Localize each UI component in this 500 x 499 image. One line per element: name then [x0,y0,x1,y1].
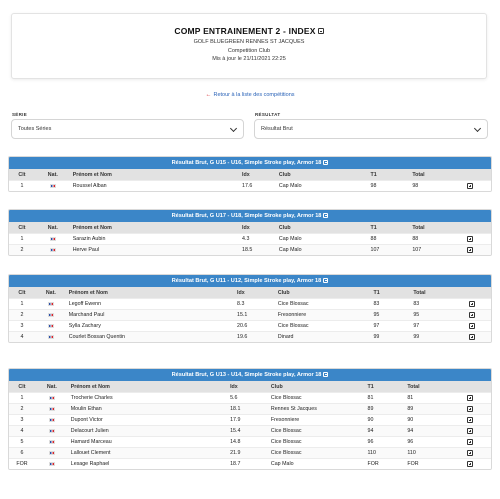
expand-plus-icon[interactable] [467,183,473,189]
table-row[interactable] [9,244,491,255]
cell-club: Cice Blossac [270,428,302,434]
cell-clt: 5 [20,439,24,445]
results-table [8,274,492,343]
cell-clt: 1 [20,395,24,401]
resultat-selected-value: Résultat Brut [261,126,293,132]
cell-club: Cap Malo [270,461,294,467]
cell-t1: 83 [373,301,380,307]
results-table [8,368,492,470]
table-title-text: Résultat Brut, G U13 - U14, Simple Stroke play, Armor 18 [171,372,322,378]
cell-total: 88 [412,236,419,242]
cell-t1: 99 [373,334,380,340]
cell-club: Cap Malo [278,236,302,242]
cell-total: 90 [407,417,414,423]
table-header-row [9,169,491,180]
nationality-cell [35,395,69,401]
france-flag-icon [49,418,55,422]
cell-name: Lallouet Clement [70,450,111,456]
resultat-label: RÉSULTAT [255,112,281,117]
expand-detail-cell [452,323,491,329]
column-header-idx[interactable]: Idx [230,383,238,390]
back-link-label: Retour à la liste des compétitions [213,92,295,98]
column-header-total[interactable]: Total [412,224,425,231]
cell-club: Cice Blossac [277,301,309,307]
nationality-cell [35,334,67,340]
table-title-text: Résultat Brut, G U15 - U16, Simple Stroke play, Armor 18 [171,160,322,166]
column-header-name[interactable]: Prénom et Nom [70,383,110,390]
cell-idx: 20.6 [237,323,248,329]
nationality-cell [35,312,67,318]
table-header-row [9,222,491,233]
column-header-total[interactable]: Total [413,289,426,296]
chevron-down-icon [474,125,481,132]
table-row[interactable] [9,320,491,331]
cell-name: Herve Paul [72,247,99,253]
nationality-cell [35,450,69,456]
nationality-cell [35,247,71,253]
results-table [8,209,492,256]
cell-clt: 3 [20,323,24,329]
column-header-club[interactable]: Club [277,289,290,296]
cell-total: FOR [407,461,419,467]
cell-t1: 98 [370,183,377,189]
cell-club: Fresonniere [270,417,300,423]
expand-detail-cell [448,450,491,456]
competition-header [11,13,487,79]
resultat-select[interactable] [254,119,488,139]
table-row[interactable] [9,309,491,320]
france-flag-icon [48,324,54,328]
cell-name: Dupont Victor [70,417,103,423]
france-flag-icon [49,462,55,466]
column-header-name[interactable]: Prénom et Nom [72,224,112,231]
results-table [8,156,492,192]
expand-detail-cell [448,417,491,423]
nationality-cell [35,428,69,434]
cell-name: Moulin Ethan [70,406,102,412]
collapse-icon[interactable] [323,213,328,218]
cell-t1: 90 [367,417,374,423]
table-row[interactable] [9,331,491,342]
cell-idx: 15.4 [230,428,241,434]
column-header-total[interactable]: Total [412,171,425,178]
cell-clt: 2 [20,406,24,412]
serie-select[interactable] [11,119,244,139]
expand-plus-icon[interactable] [467,439,473,445]
cell-clt: 4 [20,334,24,340]
column-header-total[interactable]: Total [407,383,420,390]
column-header-clt[interactable]: Clt [18,224,26,231]
cell-clt: 1 [20,301,24,307]
course-name: GOLF BLUEGREEN RENNES ST JACQUES [193,39,305,45]
expand-detail-cell [448,439,491,445]
column-header-idx[interactable]: Idx [242,171,250,178]
nationality-cell [35,183,71,189]
nationality-cell [35,406,69,412]
cell-club: Fresonniere [277,312,307,318]
column-header-club[interactable]: Club [270,383,283,390]
table-row[interactable] [9,180,491,191]
column-header-name[interactable]: Prénom et Nom [68,289,108,296]
cell-club: Cice Blossac [270,439,302,445]
column-header-nat[interactable]: Nat. [46,383,57,390]
table-title [9,157,491,169]
column-header-club[interactable]: Club [278,224,291,231]
cell-total: 94 [407,428,414,434]
cell-total: 95 [413,312,420,318]
table-row[interactable] [9,425,491,436]
cell-total: 96 [407,439,414,445]
france-flag-icon [49,451,55,455]
expand-plus-icon[interactable] [469,334,475,340]
cell-idx: 15.1 [237,312,248,318]
cell-clt: 1 [20,183,24,189]
nationality-cell [35,439,69,445]
cell-clt: 1 [20,236,24,242]
cell-club: Cice Blossac [270,450,302,456]
cell-name: Hamard Marceau [70,439,112,445]
cell-idx: 19.6 [237,334,248,340]
france-flag-icon [50,237,56,241]
table-title-text: Résultat Brut, G U17 - U18, Simple Stroke play, Armor 18 [171,213,322,219]
cell-total: 97 [413,323,420,329]
cell-t1: 88 [370,236,377,242]
table-header-row [9,381,491,392]
cell-clt: 3 [20,417,24,423]
expand-plus-icon[interactable] [467,428,473,434]
nationality-cell [35,417,69,423]
expand-plus-icon[interactable] [467,406,473,412]
column-header-club[interactable]: Club [278,171,291,178]
collapse-icon[interactable] [323,372,328,377]
column-header-idx[interactable]: Idx [242,224,250,231]
table-header-row [9,287,491,298]
cell-club: Cice Blossac [270,395,302,401]
table-row[interactable] [9,298,491,309]
cell-clt: 2 [20,247,24,253]
cell-name: Trocherie Charles [70,395,113,401]
cell-name: Delacourt Julien [70,428,109,434]
france-flag-icon [48,313,54,317]
table-row[interactable] [9,392,491,403]
cell-t1: 110 [367,450,376,456]
table-title [9,275,491,287]
expand-plus-icon[interactable] [469,312,475,318]
nationality-cell [35,323,67,329]
collapse-icon[interactable] [318,28,324,34]
expand-detail-cell [452,301,491,307]
column-header-t1[interactable]: T1 [370,171,377,178]
competition-title: COMP ENTRAINEMENT 2 - INDEX [12,26,486,36]
cell-name: Courlet Bossan Quentin [68,334,125,340]
cell-club: Cice Blossac [277,323,309,329]
expand-detail-cell [448,247,491,253]
column-header-clt[interactable]: Clt [18,289,26,296]
updated-timestamp: Mis à jour le 21/11/2021 22:25 [212,56,286,62]
column-header-nat[interactable]: Nat. [47,224,58,231]
expand-plus-icon[interactable] [467,450,473,456]
france-flag-icon [50,184,56,188]
column-header-t1[interactable]: T1 [370,224,377,231]
france-flag-icon [50,248,56,252]
cell-name: Sarazin Aubin [72,236,106,242]
column-header-clt[interactable]: Clt [18,383,26,390]
france-flag-icon [49,440,55,444]
france-flag-icon [49,429,55,433]
expand-plus-icon[interactable] [467,395,473,401]
expand-detail-cell [448,406,491,412]
cell-name: Roussel Alban [72,183,107,189]
cell-total: 89 [407,406,414,412]
cell-idx: 18.1 [230,406,241,412]
cell-t1: 94 [367,428,374,434]
cell-name: Legoff Ewenn [68,301,102,307]
cell-name: Lesage Raphael [70,461,110,467]
table-title [9,369,491,381]
table-row[interactable] [9,233,491,244]
cell-clt: 6 [20,450,24,456]
cell-t1: 97 [373,323,380,329]
cell-t1: 89 [367,406,374,412]
cell-name: Sylla Zachary [68,323,101,329]
serie-selected-value: Toutes Séries [18,126,52,132]
nationality-cell [35,236,71,242]
table-row[interactable] [9,458,491,469]
cell-idx: 21.9 [230,450,241,456]
expand-detail-cell [448,183,491,189]
cell-idx: 17.9 [230,417,241,423]
cell-t1: FOR [367,461,379,467]
expand-plus-icon[interactable] [469,301,475,307]
table-row[interactable] [9,447,491,458]
cell-idx: 4.3 [242,236,250,242]
france-flag-icon [48,335,54,339]
expand-plus-icon[interactable] [467,236,473,242]
expand-detail-cell [448,395,491,401]
cell-total: 107 [412,247,422,253]
column-header-idx[interactable]: Idx [237,289,245,296]
cell-idx: 18.5 [242,247,253,253]
expand-detail-cell [448,461,491,467]
cell-clt: 4 [20,428,24,434]
france-flag-icon [49,396,55,400]
column-header-t1[interactable]: T1 [367,383,374,390]
collapse-icon[interactable] [323,160,328,165]
cell-total: 81 [407,395,414,401]
table-row[interactable] [9,436,491,447]
cell-total: 98 [412,183,419,189]
expand-detail-cell [452,334,491,340]
column-header-t1[interactable]: T1 [373,289,380,296]
table-row[interactable] [9,403,491,414]
cell-idx: 17.6 [242,183,253,189]
back-to-competitions-link[interactable] [0,92,500,98]
cell-total: 83 [413,301,420,307]
cell-t1: 96 [367,439,374,445]
expand-plus-icon[interactable] [469,323,475,329]
cell-t1: 81 [367,395,374,401]
cell-total: 99 [413,334,420,340]
expand-detail-cell [448,428,491,434]
nationality-cell [35,301,67,307]
expand-plus-icon[interactable] [467,461,473,467]
cell-clt: FOR [16,461,28,467]
expand-plus-icon[interactable] [467,417,473,423]
cell-club: Dinard [277,334,294,340]
expand-plus-icon[interactable] [467,247,473,253]
cell-idx: 8.3 [237,301,245,307]
cell-club: Cap Malo [278,183,302,189]
serie-label: SÉRIE [12,112,28,117]
cell-t1: 95 [373,312,380,318]
column-header-clt[interactable]: Clt [18,171,26,178]
expand-detail-cell [448,236,491,242]
column-header-nat[interactable]: Nat. [45,289,56,296]
cell-club: Rennes St Jacques [270,406,317,412]
cell-club: Cap Malo [278,247,302,253]
cell-idx: 5.6 [230,395,238,401]
cell-idx: 14.8 [230,439,241,445]
collapse-icon[interactable] [323,278,328,283]
expand-detail-cell [452,312,491,318]
column-header-nat[interactable]: Nat. [47,171,58,178]
table-title [9,210,491,222]
cell-idx: 18.7 [230,461,241,467]
chevron-down-icon [230,125,237,132]
column-header-name[interactable]: Prénom et Nom [72,171,112,178]
france-flag-icon [48,302,54,306]
arrow-left-icon: ← [205,92,212,98]
cell-clt: 2 [20,312,24,318]
table-title-text: Résultat Brut, G U11 - U12, Simple Stroke play, Armor 18 [171,278,322,284]
france-flag-icon [49,407,55,411]
club-label: Competition Club [227,47,271,54]
table-row[interactable] [9,414,491,425]
cell-t1: 107 [370,247,380,253]
nationality-cell [35,461,69,467]
cell-name: Marchand Paul [68,312,105,318]
cell-total: 110 [407,450,416,456]
